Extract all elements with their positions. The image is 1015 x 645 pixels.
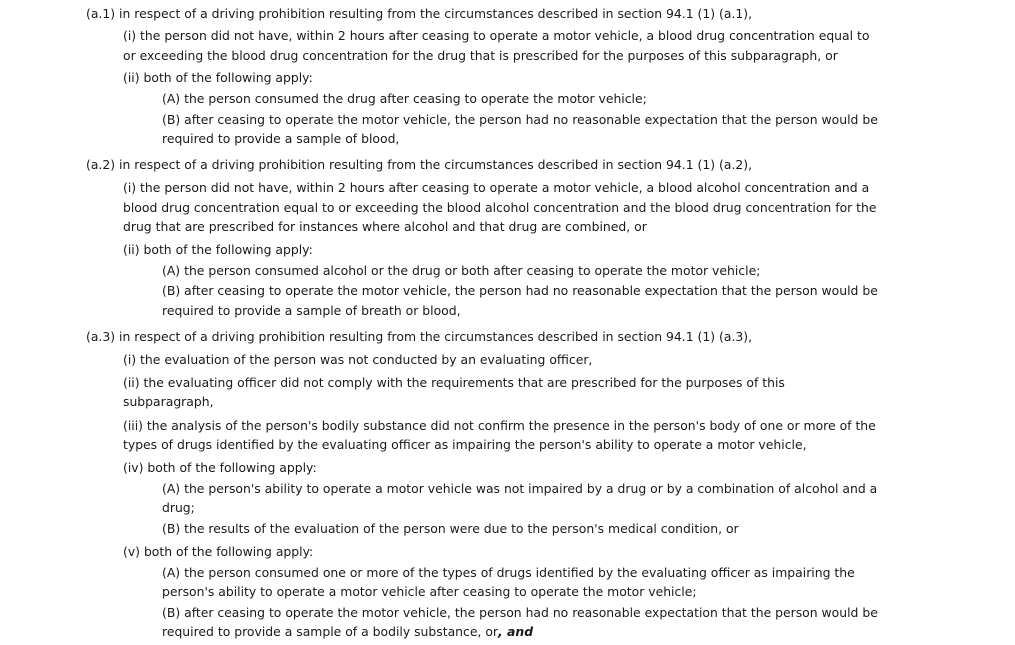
- clause-a1-ii-B-line1: (B) after ceasing to operate the motor vehicle, the person had no reasonable expectation that the person would be: [162, 112, 878, 127]
- clause-a1-i-line2: or exceeding the blood drug concentration for the drug that is prescribed for the purposes of this subparagraph, or: [123, 48, 838, 63]
- clause-a1-ii-B-line2: required to provide a sample of blood,: [162, 131, 400, 146]
- clause-a1-ii-A: (A) the person consumed the drug after ceasing to operate the motor vehicle;: [162, 91, 647, 106]
- clause-a1-heading: (a.1) in respect of a driving prohibition resulting from the circumstances described in section 94.1 (1) (a.1),: [86, 6, 753, 21]
- clause-a3-ii-line1: (ii) the evaluating officer did not comply with the requirements that are prescribed for the purposes of this: [123, 375, 785, 390]
- clause-a1-ii: (ii) both of the following apply:: [123, 70, 313, 85]
- clause-a3-v-A-line2: person's ability to operate a motor vehicle after ceasing to operate the motor vehicle;: [162, 584, 697, 599]
- clause-a3-iv-B: (B) the results of the evaluation of the person were due to the person's medical condition, or: [162, 521, 739, 536]
- clause-a3-v-A-line1: (A) the person consumed one or more of the types of drugs identified by the evaluating officer as impairing the: [162, 565, 855, 580]
- clause-a2-ii-A: (A) the person consumed alcohol or the drug or both after ceasing to operate the motor vehicle;: [162, 263, 761, 278]
- clause-a2-ii-B-line2: required to provide a sample of breath or blood,: [162, 303, 461, 318]
- clause-a2-ii-B-line1: (B) after ceasing to operate the motor vehicle, the person had no reasonable expectation that the person would be: [162, 283, 878, 298]
- clause-a3-v-B-line2: [162, 624, 533, 641]
- clause-a3-iv-A-line2: drug;: [162, 500, 195, 515]
- clause-a2-heading: (a.2) in respect of a driving prohibition resulting from the circumstances described in section 94.1 (1) (a.2),: [86, 157, 753, 172]
- clause-a3-v-B-line1: (B) after ceasing to operate the motor vehicle, the person had no reasonable expectation that the person would be: [162, 605, 878, 620]
- clause-a3-i: (i) the evaluation of the person was not conducted by an evaluating officer,: [123, 352, 593, 367]
- clause-a3-v-B-line2-text: required to provide a sample of a bodily substance, or: [162, 624, 499, 639]
- clause-a3-v: (v) both of the following apply:: [123, 544, 314, 559]
- clause-a3-iii-line2: types of drugs identified by the evaluating officer as impairing the person's ability to operate a motor vehicle,: [123, 437, 807, 452]
- clause-a3-ii-line2: subparagraph,: [123, 394, 214, 409]
- clause-a3-iv: (iv) both of the following apply:: [123, 460, 317, 475]
- clause-a3-iv-A-line1: (A) the person's ability to operate a motor vehicle was not impaired by a drug or by a combination of alcohol and a: [162, 481, 878, 496]
- amendment-emphasis: , and: [498, 624, 534, 639]
- clause-a2-i-line1: (i) the person did not have, within 2 hours after ceasing to operate a motor vehicle, a blood alcohol concentration and a: [123, 180, 870, 195]
- clause-a2-i-line2: blood drug concentration equal to or exceeding the blood alcohol concentration and the blood drug concentration for the: [123, 200, 877, 215]
- clause-a3-heading: (a.3) in respect of a driving prohibition resulting from the circumstances described in section 94.1 (1) (a.3),: [86, 329, 753, 344]
- clause-a2-ii: (ii) both of the following apply:: [123, 242, 313, 257]
- clause-a3-iii-line1: (iii) the analysis of the person's bodily substance did not confirm the presence in the person's body of one or more of the: [123, 418, 876, 433]
- clause-a1-i-line1: (i) the person did not have, within 2 hours after ceasing to operate a motor vehicle, a blood drug concentration equal to: [123, 28, 870, 43]
- clause-a2-i-line3: drug that are prescribed for instances where alcohol and that drug are combined, or: [123, 219, 647, 234]
